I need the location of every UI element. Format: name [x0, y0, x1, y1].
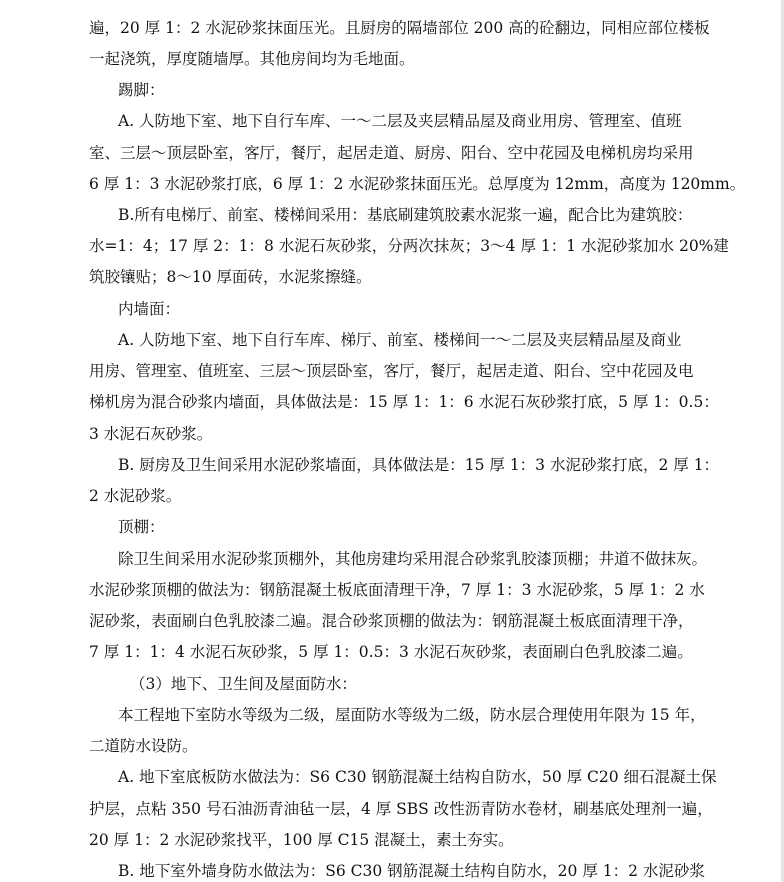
text-line: B. 地下室外墙身防水做法为：S6 C30 钢筋混凝土结构自防水，20 厚 1：2 水泥砂浆	[118, 862, 705, 880]
text-line: 水=1：4；17 厚 2：1：8 水泥石灰砂浆，分两次抹灰；3～4 厚 1：1 水泥砂浆加水 20%建	[89, 237, 729, 255]
text-line: 二道防水设防。	[89, 737, 198, 755]
text-line: 梯机房为混合砂浆内墙面，具体做法是：15 厚 1：1：6 水泥石灰砂浆打底，5 厚 1：0.5：	[89, 393, 719, 411]
text-line: B. 厨房及卫生间采用水泥砂浆墙面，具体做法是：15 厚 1：3 水泥砂浆打底，2 厚 1：	[118, 456, 720, 474]
text-line: 护层，点粘 350 号石油沥青油毡一层，4 厚 SBS 改性沥青防水卷材，刷基底处理剂一遍，	[89, 800, 713, 818]
section-heading-skirting: 踢脚：	[118, 81, 165, 99]
text-line: 筑胶镶贴；8～10 厚面砖，水泥浆擦缝。	[89, 268, 372, 286]
text-line: A. 地下室底板防水做法为：S6 C30 钢筋混凝土结构自防水，50 厚 C20 细石混凝土保	[118, 768, 717, 786]
text-line: 水泥砂浆顶棚的做法为：钢筋混凝土板底面清理干净，7 厚 1：3 水泥砂浆，5 厚 1：2 水	[89, 581, 705, 599]
text-line: B.所有电梯厅、前室、楼梯间采用：基底刷建筑胶素水泥浆一遍，配合比为建筑胶：	[118, 206, 693, 224]
text-line: 除卫生间采用水泥砂浆顶棚外，其他房建均采用混合砂浆乳胶漆顶棚；井道不做抹灰。	[118, 550, 708, 568]
text-line: 3 水泥石灰砂浆。	[89, 425, 213, 443]
text-line: 2 水泥砂浆。	[89, 487, 182, 505]
text-line: 本工程地下室防水等级为二级，屋面防水等级为二级，防水层合理使用年限为 15 年，	[118, 706, 706, 724]
text-line: 室、三层～顶层卧室，客厅，餐厅，起居走道、厨房、阳台、空中花园及电梯机房均采用	[89, 144, 694, 162]
text-line: 一起浇筑，厚度随墙厚。其他房间均为毛地面。	[89, 50, 415, 68]
section-heading-interior-wall: 内墙面：	[118, 300, 181, 318]
text-line: 6 厚 1：3 水泥砂浆打底，6 厚 1：2 水泥砂浆抹面压光。总厚度为 12mm，高度为 120mm。	[89, 175, 746, 193]
text-line: 用房、管理室、值班室、三层～顶层卧室，客厅，餐厅，起居走道、阳台、空中花园及电	[89, 362, 694, 380]
text-line: 泥砂浆，表面刷白色乳胶漆二遍。混合砂浆顶棚的做法为：钢筋混凝土板底面清理干净，	[89, 612, 694, 630]
text-line: 7 厚 1：1：4 水泥石灰砂浆，5 厚 1：0.5：3 水泥石灰砂浆，表面刷白色乳胶漆二遍。	[89, 643, 693, 661]
text-line: 遍，20 厚 1：2 水泥砂浆抹面压光。且厨房的隔墙部位 200 高的砼翻边，同相应部位楼板	[89, 19, 710, 37]
text-line: A. 人防地下室、地下自行车库、一～二层及夹层精品屋及商业用房、管理室、值班	[118, 112, 682, 130]
section-heading-waterproofing: （3）地下、卫生间及屋面防水：	[130, 675, 357, 693]
section-heading-ceiling: 顶棚：	[118, 518, 165, 536]
text-line: 20 厚 1：2 水泥砂浆找平，100 厚 C15 混凝土，素土夯实。	[89, 831, 514, 849]
text-line: A. 人防地下室、地下自行车库、梯厅、前室、楼梯间一～二层及夹层精品屋及商业	[118, 331, 682, 349]
